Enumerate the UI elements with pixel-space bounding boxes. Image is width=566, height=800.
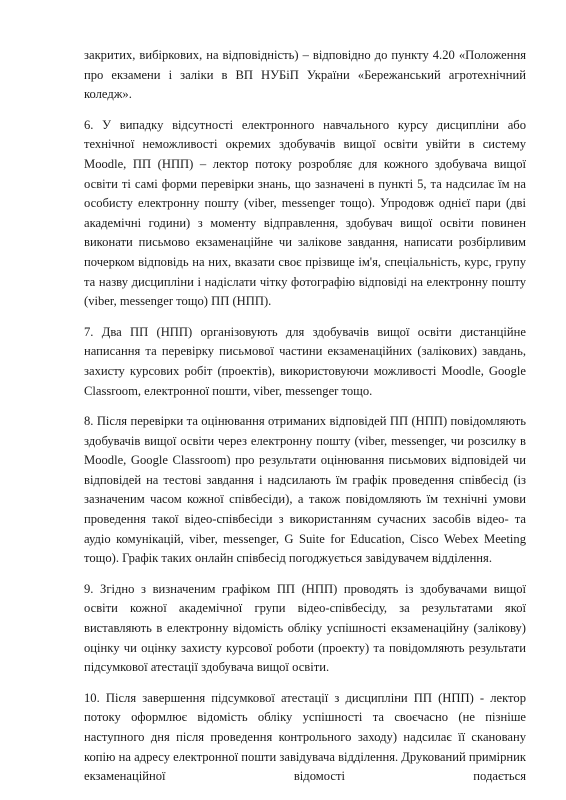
document-page [84, 46, 526, 798]
paragraph-item-8: 8. Після перевірки та оцінювання отриманих відповідей ПП (НПП) повідомляють здобувачів вищої освіти через електронну пошту (viber, messenger, чи розсилку в Moodle, Google Classroom) про результати оцінювання письмових відповідей чи відповідей на тестові завдання і надсилають їм графік проведення співбесід (із зазначеним часом кожної співбесіди), а також повідомляють їм технічні умови проведення такої відео-співбесіди з використанням сучасних засобів відео- та аудіо комунікацій, viber, messenger, G Suite for Education, Cisco Webex Meeting тощо). Графік таких онлайн співбесід погоджується завідувачем відділення. [84, 414, 526, 566]
paragraph-item-9: 9. Згідно з визначеним графіком ПП (НПП) проводять із здобувачами вищої освіти кожної академічної групи відео-співбесіду, за результатами якої виставляють в електронну відомість обліку успішності екзаменаційну (залікову) оцінку чи оцінку захисту курсової роботи (проекту) та повідомляють результати підсумкової атестації здобувача вищої освіти. [84, 581, 526, 675]
paragraph-item-10: 10. Після завершення підсумкової атестації з дисципліни ПП (НПП) - лектор потоку оформлює відомість обліку успішності та своєчасно (не пізніше наступного дня після проведення контрольного заходу) надсилає її скановану копію на адресу електронної пошти завідувача відділення. Друкований примірник екзаменаційної відомості подається [84, 690, 526, 784]
paragraph-item-7: 7. Два ПП (НПП) організовують для здобувачів вищої освіти дистанційне написання та перевірку письмової частини екзаменаційних (залікових) завдань, захисту курсових робіт (проектів), використовуючи можливості Moodle, Google Classroom, електронної пошти, viber, messenger тощо. [84, 324, 526, 398]
paragraph-item-6: 6. У випадку відсутності електронного навчального курсу дисципліни або технічної неможливості окремих здобувачів вищої освіти увійти в систему Moodle, ПП (НПП) – лектор потоку розробляє для кожного здобувача вищої освіти ті самі форми перевірки знань, що зазначені в пункті 5, та надсилає їм на особисту електронну пошту (viber, messenger тощо). Упродовж однієї пари (дві академічні години) з моменту відправлення, здобувач вищої освіти повинен виконати письмово екзаменаційне чи залікове завдання, написати розбірливим почерком відповідь на них, вказати своє прізвище ім'я, спеціальність, курс, групу та назву дисципліни і надіслати чітку фотографію відповіді на електронну пошту (viber, messenger тощо) ПП (НПП). [84, 117, 526, 309]
paragraph-continuation: закритих, вибіркових, на відповідність) – відповідно до пункту 4.20 «Положення про екзамени і заліки в ВП НУБіП України «Бережанський агротехнічний коледж». [84, 48, 526, 102]
